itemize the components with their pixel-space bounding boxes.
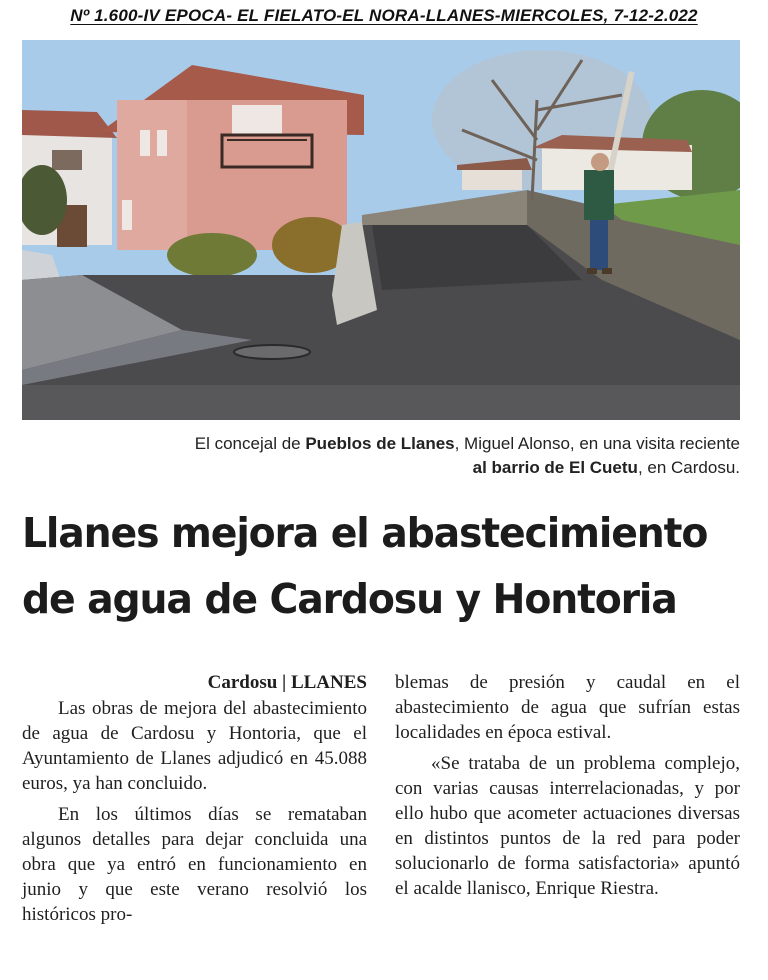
paragraph: blemas de presión y caudal en el abastecimiento de agua que sufrían estas localidades en época estival. — [395, 672, 740, 743]
caption-line-1 — [40, 432, 740, 456]
caption-text: El concejal de — [194, 434, 306, 453]
masthead-bar — [0, 0, 768, 36]
caption-bold: Pueblos de Llanes — [305, 434, 455, 453]
paragraph: Las obras de mejora del abastecimiento de agua de Cardosu y Hontoria, que el Ayuntamiento de Llanes adjudicó en 45.088 euros, ya han concluido. — [22, 698, 367, 794]
paragraph: En los últimos días se remataban algunos detalles para dejar concluida una obra que ya entró en funcionamiento en junio y que este verano resolvió los históricos pro- — [22, 804, 367, 925]
photo-road-houses-icon — [22, 40, 740, 420]
caption-text: , en Cardosu. — [637, 458, 740, 477]
article-column-right — [395, 670, 740, 901]
caption-line-2 — [40, 456, 740, 480]
headline-line-2: de agua de Cardosu y Hontoria — [22, 575, 677, 623]
masthead-text: Nº 1.600-IV EPOCA- EL FIELATO-EL NORA-LLANES-MIERCOLES, 7-12-2.022 — [70, 6, 698, 25]
photo-caption — [40, 432, 740, 480]
paragraph: «Se trataba de un problema complejo, con varias causas interrelacionadas, y por ello hubo que acometer actuaciones diversas en distintos puntos de la red para poder solucionarlo de forma satisfactoria» apuntó el acalde llanisco, Enrique Riestra. — [395, 753, 740, 899]
headline-line-1: Llanes mejora el abastecimiento — [22, 509, 708, 557]
dateline: Cardosu | LLANES — [207, 672, 367, 693]
article-headline — [22, 500, 723, 632]
caption-text: , Miguel Alonso, en una visita reciente — [454, 434, 740, 453]
article-column-left — [22, 670, 367, 927]
article-photo — [22, 40, 740, 420]
caption-bold: al barrio de El Cuetu — [472, 458, 638, 477]
